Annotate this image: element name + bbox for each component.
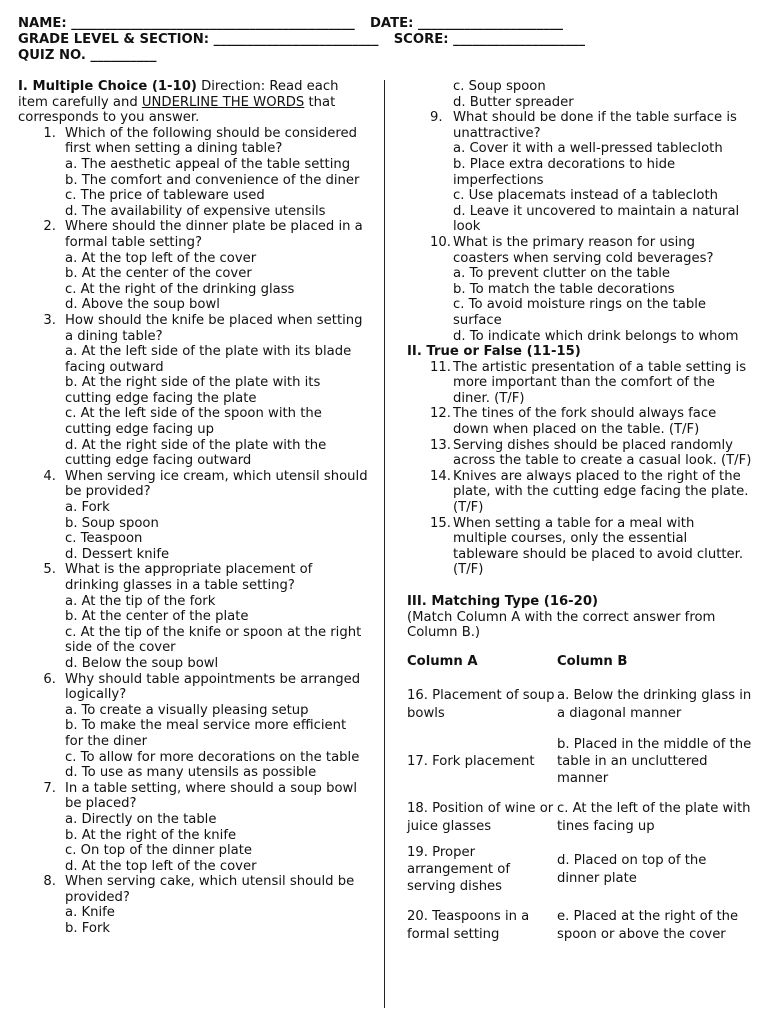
column-divider [384, 80, 385, 1008]
question-number: 7. [43, 780, 56, 796]
question-number: 6. [43, 671, 56, 687]
question-body [65, 313, 368, 469]
answer-option: c. At the left side of the spoon with the cutting edge facing up [65, 406, 322, 438]
score-field: SCORE: ____________________ [393, 32, 585, 47]
answer-option: c. On top of the dinner plate [65, 843, 252, 859]
question-body [65, 219, 368, 313]
question-text: What should be done if the table surface is unattractive? [453, 110, 737, 141]
answer-option: d. Leave it uncovered to maintain a natural look [453, 203, 740, 235]
question-number: 13. [430, 437, 451, 453]
answer-option: c. Soup spoon [453, 79, 546, 94]
answer-option: d. At the top left of the cover [65, 858, 257, 874]
column-b-item: e. Placed at the right of the spoon or above the cover [557, 909, 739, 942]
question-text: Which of the following should be considered first when setting a dining table? [65, 125, 357, 157]
question-number: 3. [43, 312, 56, 328]
header-row-2 [18, 32, 758, 48]
direction-underlined: UNDERLINE THE WORDS [141, 94, 305, 110]
question-body [453, 516, 752, 578]
question-number: 1. [43, 125, 56, 141]
answer-option: a. Cover it with a well-pressed tablecloth [453, 141, 723, 157]
answer-option: b. To match the table decorations [453, 281, 675, 297]
column-a-item: 19. Proper arrangement of serving dishes [407, 844, 511, 895]
question-item [18, 313, 368, 469]
answer-option: c. Use placemats instead of a tablecloth [453, 188, 719, 204]
question-item [18, 781, 368, 875]
question-text: The artistic presentation of a table setting is more important than the comfort of the diner. (T/F) [453, 359, 747, 406]
question-body [65, 781, 368, 875]
matching-row [407, 793, 752, 843]
question-number: 4. [43, 468, 56, 484]
name-field: NAME: ___________________________________________ [18, 16, 355, 31]
left-column [18, 79, 368, 937]
question-text: When setting a table for a meal with multiple courses, only the essential tableware should be placed to avoid clutter. (T/F) [453, 515, 744, 578]
multiple-choice-list [18, 126, 368, 937]
column-b-item: a. Below the drinking glass in a diagonal manner [557, 688, 752, 721]
question-item [407, 516, 752, 578]
question-number: 14. [430, 468, 451, 484]
column-b-item: d. Placed on top of the dinner plate [557, 853, 707, 886]
question-body [453, 406, 752, 437]
question-item [407, 110, 752, 235]
column-b-item: b. Placed in the middle of the table in an uncluttered manner [557, 736, 752, 787]
question-text: Where should the dinner plate be placed in a formal table setting? [65, 219, 363, 250]
question-number: 2. [43, 219, 56, 235]
answer-option: d. At the right side of the plate with the cutting edge facing outward [65, 437, 327, 469]
question-item [407, 360, 752, 407]
question-item [407, 235, 752, 344]
question-text: When serving ice cream, which utensil should be provided? [65, 468, 368, 500]
question-text: What is the primary reason for using coasters when serving cold beverages? [453, 234, 714, 266]
question-body [65, 874, 368, 936]
question-text: How should the knife be placed when setting a dining table? [65, 312, 363, 344]
question-text: In a table setting, where should a soup bowl be placed? [65, 780, 358, 812]
question-item [407, 438, 752, 469]
question-body [65, 469, 368, 563]
quiz-header [18, 16, 758, 64]
question-item [18, 874, 368, 936]
answer-option: d. Below the soup bowl [65, 655, 219, 671]
grade-section-field: GRADE LEVEL & SECTION: _________________________ [18, 32, 379, 47]
date-field: DATE: ______________________ [369, 16, 564, 31]
question-number: 8. [43, 874, 56, 890]
answer-option: d. Butter spreader [453, 94, 574, 110]
answer-option: a. The aesthetic appeal of the table setting [65, 156, 351, 172]
true-false-list [407, 360, 752, 578]
answer-option: a. At the tip of the fork [65, 593, 216, 609]
matching-row [407, 843, 752, 897]
multiple-choice-list-cont [407, 110, 752, 344]
answer-option: d. The availability of expensive utensils [65, 203, 326, 219]
answer-option: c. Teaspoon [65, 531, 143, 547]
column-b-item: c. At the left of the plate with tines facing up [557, 801, 751, 834]
question-item [407, 469, 752, 516]
answer-option: c. At the right of the drinking glass [65, 281, 295, 297]
question-text: Knives are always placed to the right of the plate, with the cutting edge facing the plate. (T/F) [453, 468, 749, 516]
answer-option: a. To create a visually pleasing setup [65, 702, 309, 718]
column-a-header: Column A [407, 654, 478, 670]
question-number: 9. [430, 110, 443, 126]
answer-option: b. At the right of the knife [65, 827, 237, 843]
q8-continued-options [407, 79, 752, 110]
question-body [65, 672, 368, 781]
question-text: What is the appropriate placement of drinking glasses in a table setting? [65, 562, 313, 593]
question-item [407, 406, 752, 437]
answer-option: b. To make the meal service more efficient for the diner [65, 718, 347, 749]
answer-option: b. At the center of the cover [65, 266, 252, 282]
matching-row [407, 897, 752, 955]
answer-option: a. Directly on the table [65, 811, 217, 827]
question-number: 12. [430, 406, 451, 422]
direction-text-a: Direction: Read each item carefully and [18, 79, 339, 110]
answer-option: d. Dessert knife [65, 546, 170, 562]
question-text: The tines of the fork should always face down when placed on the table. (T/F) [453, 406, 717, 438]
matching-header-row [407, 645, 752, 679]
answer-option: a. At the top left of the cover [65, 250, 257, 266]
question-item [18, 219, 368, 313]
answer-option: a. Knife [65, 905, 115, 921]
question-item [18, 672, 368, 781]
part1-title: I. Multiple Choice (1-10) [18, 79, 197, 94]
answer-option: b. Soup spoon [65, 515, 159, 531]
question-number: 11. [430, 359, 451, 375]
question-body [453, 235, 752, 344]
question-body [453, 438, 752, 469]
part2-title: II. True or False (11-15) [407, 344, 581, 360]
header-row-3 [18, 48, 758, 64]
question-body [453, 469, 752, 516]
answer-option: c. To allow for more decorations on the table [65, 749, 360, 765]
part3-instruction: (Match Column A with the correct answer from Column B.) [407, 609, 716, 641]
direction-text-b: that corresponds to you answer. [18, 94, 336, 126]
matching-table [407, 645, 752, 955]
question-body [65, 126, 368, 220]
answer-option: b. Fork [65, 921, 110, 937]
question-item [18, 562, 368, 671]
answer-option: a. To prevent clutter on the table [453, 266, 670, 282]
right-column [407, 79, 752, 955]
part1-direction [18, 79, 368, 126]
question-body [65, 562, 368, 671]
column-a-item: 17. Fork placement [407, 754, 535, 770]
header-row-1 [18, 16, 758, 32]
answer-option: c. The price of tableware used [65, 188, 265, 204]
answer-option: d. Above the soup bowl [65, 297, 220, 313]
question-body [453, 110, 752, 235]
question-text: Serving dishes should be placed randomly across the table to create a casual look. (T/F) [453, 437, 752, 469]
column-b-header: Column B [557, 654, 628, 670]
column-a-item: 18. Position of wine or juice glasses [407, 801, 554, 834]
question-item [18, 126, 368, 220]
part3-title: III. Matching Type (16-20) [407, 594, 599, 609]
question-text: When serving cake, which utensil should be provided? [65, 874, 355, 905]
question-item [18, 469, 368, 563]
matching-row [407, 679, 752, 731]
question-body [453, 360, 752, 407]
answer-option: b. Place extra decorations to hide imperfections [453, 156, 676, 188]
matching-row [407, 731, 752, 793]
quiz-no-field: QUIZ NO. __________ [18, 48, 157, 63]
answer-option: c. At the tip of the knife or spoon at the right side of the cover [65, 624, 362, 656]
answer-option: a. At the left side of the plate with its blade facing outward [65, 344, 352, 375]
answer-option: b. The comfort and convenience of the diner [65, 172, 360, 188]
column-a-item: 16. Placement of soup bowls [407, 688, 555, 721]
answer-option: b. At the center of the plate [65, 609, 249, 625]
question-text: Why should table appointments be arranged logically? [65, 671, 361, 703]
answer-option: d. To indicate which drink belongs to whom [453, 328, 739, 344]
question-number: 15. [430, 515, 451, 531]
answer-option: b. At the right side of the plate with its cutting edge facing the plate [65, 375, 321, 406]
question-number: 10. [430, 234, 451, 250]
column-a-item: 20. Teaspoons in a formal setting [407, 909, 530, 942]
question-number: 5. [43, 562, 56, 578]
answer-option: a. Fork [65, 500, 110, 516]
answer-option: c. To avoid moisture rings on the table surface [453, 297, 707, 328]
answer-option: d. To use as many utensils as possible [65, 765, 317, 781]
